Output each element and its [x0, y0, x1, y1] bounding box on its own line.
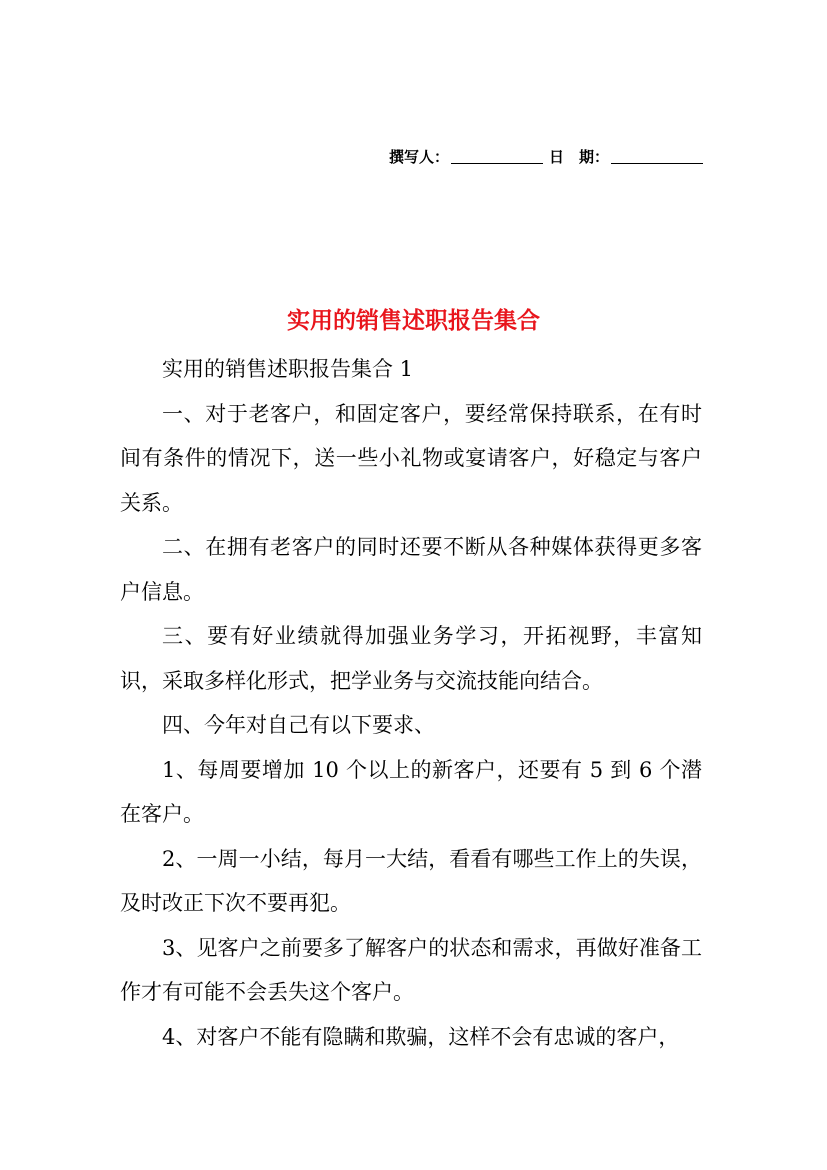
author-date-line [389, 143, 703, 167]
date-label: 日 [548, 148, 564, 166]
paragraph: 4、对客户不能有隐瞒和欺骗，这样不会有忠诚的客户， [162, 1024, 680, 1049]
document-title: 实用的销售述职报告集合 [287, 308, 540, 334]
paragraph: 3、见客户之前要多了解客户的状态和需求，再做好准备工作才有可能不会丢失这个客户。 [120, 935, 702, 1004]
paragraph: 四、今年对自己有以下要求、 [162, 713, 435, 737]
date-label-2: 期： [578, 148, 609, 166]
author-label: 撰写人： [388, 148, 449, 166]
document-body [120, 347, 702, 1059]
paragraph: 三、要有好业绩就得加强业务学习，开拓视野，丰富知识，采取多样化形式，把学业务与交流技能向结合。 [120, 624, 702, 693]
date-blank [611, 145, 703, 164]
paragraph: 一、对于老客户，和固定客户，要经常保持联系，在有时间有条件的情况下，送一些小礼物或宴请客户，好稳定与客户关系。 [120, 401, 702, 515]
paragraph: 实用的销售述职报告集合 1 [162, 357, 414, 381]
paragraph: 1、每周要增加 10 个以上的新客户，还要有 5 到 6 个潜在客户。 [120, 757, 702, 826]
paragraph: 二、在拥有老客户的同时还要不断从各种媒体获得更多客户信息。 [120, 535, 702, 604]
paragraph: 2、一周一小结，每月一大结，看看有哪些工作上的失误，及时改正下次不要再犯。 [120, 846, 702, 915]
author-blank [451, 145, 543, 164]
